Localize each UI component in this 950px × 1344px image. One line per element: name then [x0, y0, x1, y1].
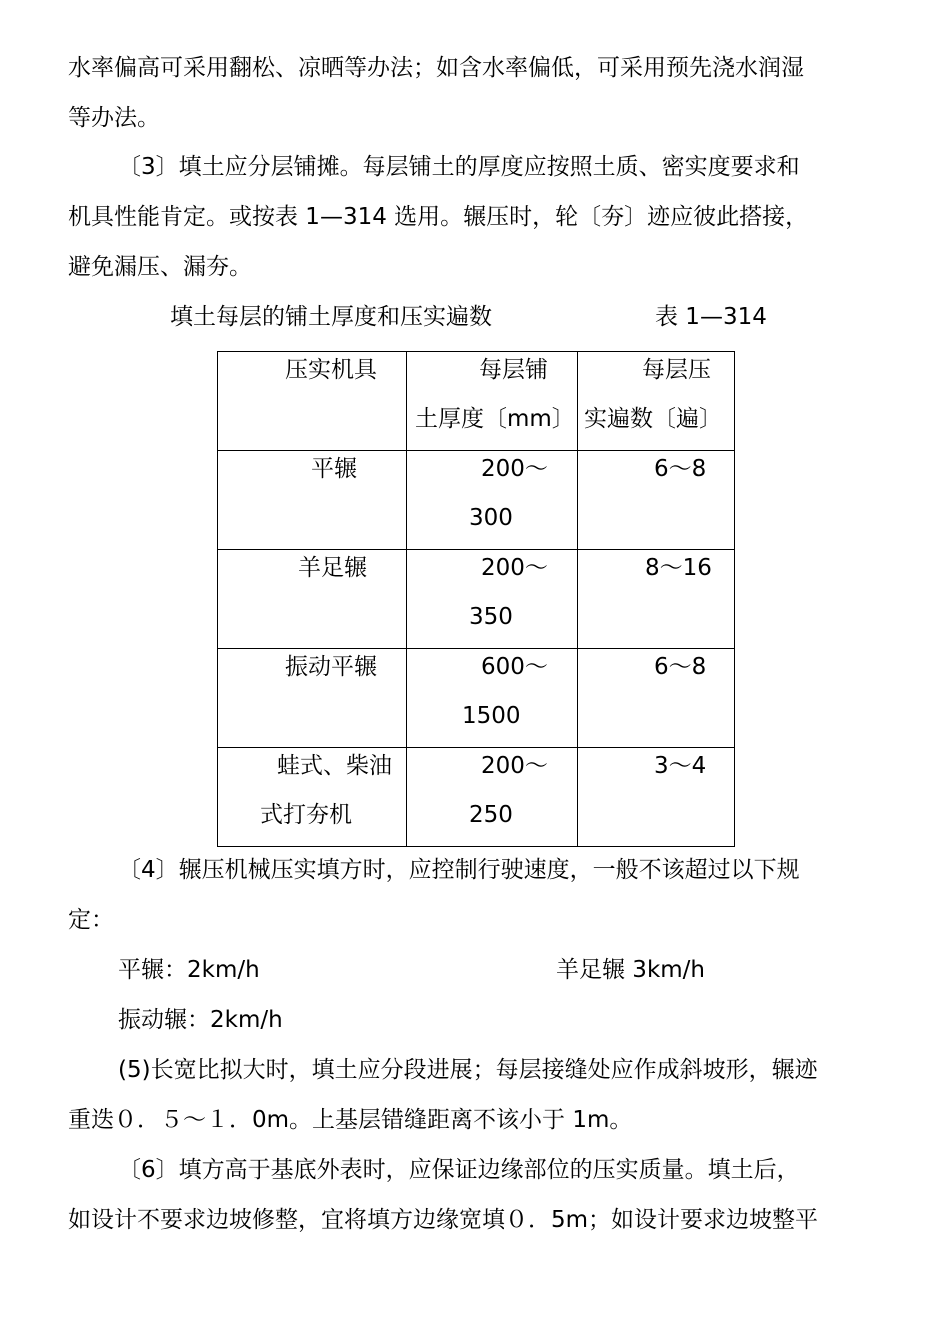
thickness-cell: [407, 649, 578, 748]
passes-value: 3～4: [654, 753, 707, 779]
paragraph-line: 如设计不要求边坡修整，宜将填方边缘宽填０．5m；如设计要求边坡整平: [68, 1207, 819, 1233]
header-passes-l1: 每层压: [642, 357, 711, 383]
passes-value: 6～8: [654, 654, 707, 680]
paragraph-line: (5)长宽比拟大时，填土应分段进展；每层接缝处应作成斜坡形，辗迹: [118, 1057, 818, 1083]
machine-name: 羊足辗: [298, 555, 367, 581]
thickness-l2: 350: [469, 604, 513, 630]
thickness-l2: 300: [469, 505, 513, 531]
thickness-l1: 600～: [481, 654, 548, 680]
paragraph-line: 〔4〕辗压机械压实填方时，应控制行驶速度，一般不该超过以下规: [118, 857, 800, 883]
table-row: [218, 748, 735, 847]
table-row: [218, 649, 735, 748]
thickness-l2: 250: [469, 802, 513, 828]
passes-cell: [578, 748, 735, 847]
header-cell: [578, 352, 735, 451]
thickness-cell: [407, 550, 578, 649]
paragraph-line: 定：: [68, 907, 114, 933]
header-machine: 压实机具: [285, 357, 377, 383]
thickness-l1: 200～: [481, 555, 548, 581]
paragraph-line: 重迭０．５～１．0m。上基层错缝距离不该小于 1m。: [68, 1107, 633, 1133]
table-header-row: [218, 352, 735, 451]
passes-cell: [578, 550, 735, 649]
header-thickness-l1: 每层铺: [479, 357, 548, 383]
table-number: 表 1—314: [655, 304, 767, 330]
passes-value: 8～16: [645, 555, 712, 581]
speed-flat-roller: 平辗：2km/h: [118, 957, 260, 983]
machine-name: 振动平辗: [285, 654, 377, 680]
paragraph-line: 水率偏高可采用翻松、凉晒等办法；如含水率偏低，可采用预先浇水润湿: [68, 55, 804, 81]
machine-name: 蛙式、柴油: [277, 753, 392, 779]
thickness-cell: [407, 748, 578, 847]
paragraph-line: 〔3〕填土应分层铺摊。每层铺土的厚度应按照土质、密实度要求和: [118, 154, 800, 180]
passes-cell: [578, 649, 735, 748]
passes-value: 6～8: [654, 456, 707, 482]
thickness-l1: 200～: [481, 456, 548, 482]
machine-name-l2: 式打夯机: [260, 802, 352, 828]
thickness-l2: 1500: [462, 703, 521, 729]
paragraph-line: 等办法。: [68, 105, 160, 131]
paragraph-line: 机具性能肯定。或按表 1—314 选用。辗压时，轮〔夯〕迹应彼此搭接，: [68, 204, 809, 230]
header-thickness-l2: 土厚度〔mm〕: [415, 406, 575, 432]
table-caption: 填土每层的铺土厚度和压实遍数: [170, 304, 492, 330]
thickness-cell: [407, 451, 578, 550]
header-passes-l2: 实遍数〔遍〕: [584, 406, 722, 432]
header-cell: [407, 352, 578, 451]
thickness-l1: 200～: [481, 753, 548, 779]
table-row: [218, 451, 735, 550]
speed-sheepsfoot-roller: 羊足辗 3km/h: [556, 957, 705, 983]
header-cell: [218, 352, 407, 451]
machine-cell: [218, 550, 407, 649]
machine-name: 平辗: [311, 456, 357, 482]
table-row: [218, 550, 735, 649]
machine-cell: [218, 748, 407, 847]
paragraph-line: 避免漏压、漏夯。: [68, 254, 252, 280]
passes-cell: [578, 451, 735, 550]
machine-cell: [218, 451, 407, 550]
paragraph-line: 〔6〕填方高于基底外表时，应保证边缘部位的压实质量。填土后，: [118, 1157, 800, 1183]
compaction-table: [217, 351, 735, 847]
speed-vibratory-roller: 振动辗：2km/h: [118, 1007, 283, 1033]
machine-cell: [218, 649, 407, 748]
